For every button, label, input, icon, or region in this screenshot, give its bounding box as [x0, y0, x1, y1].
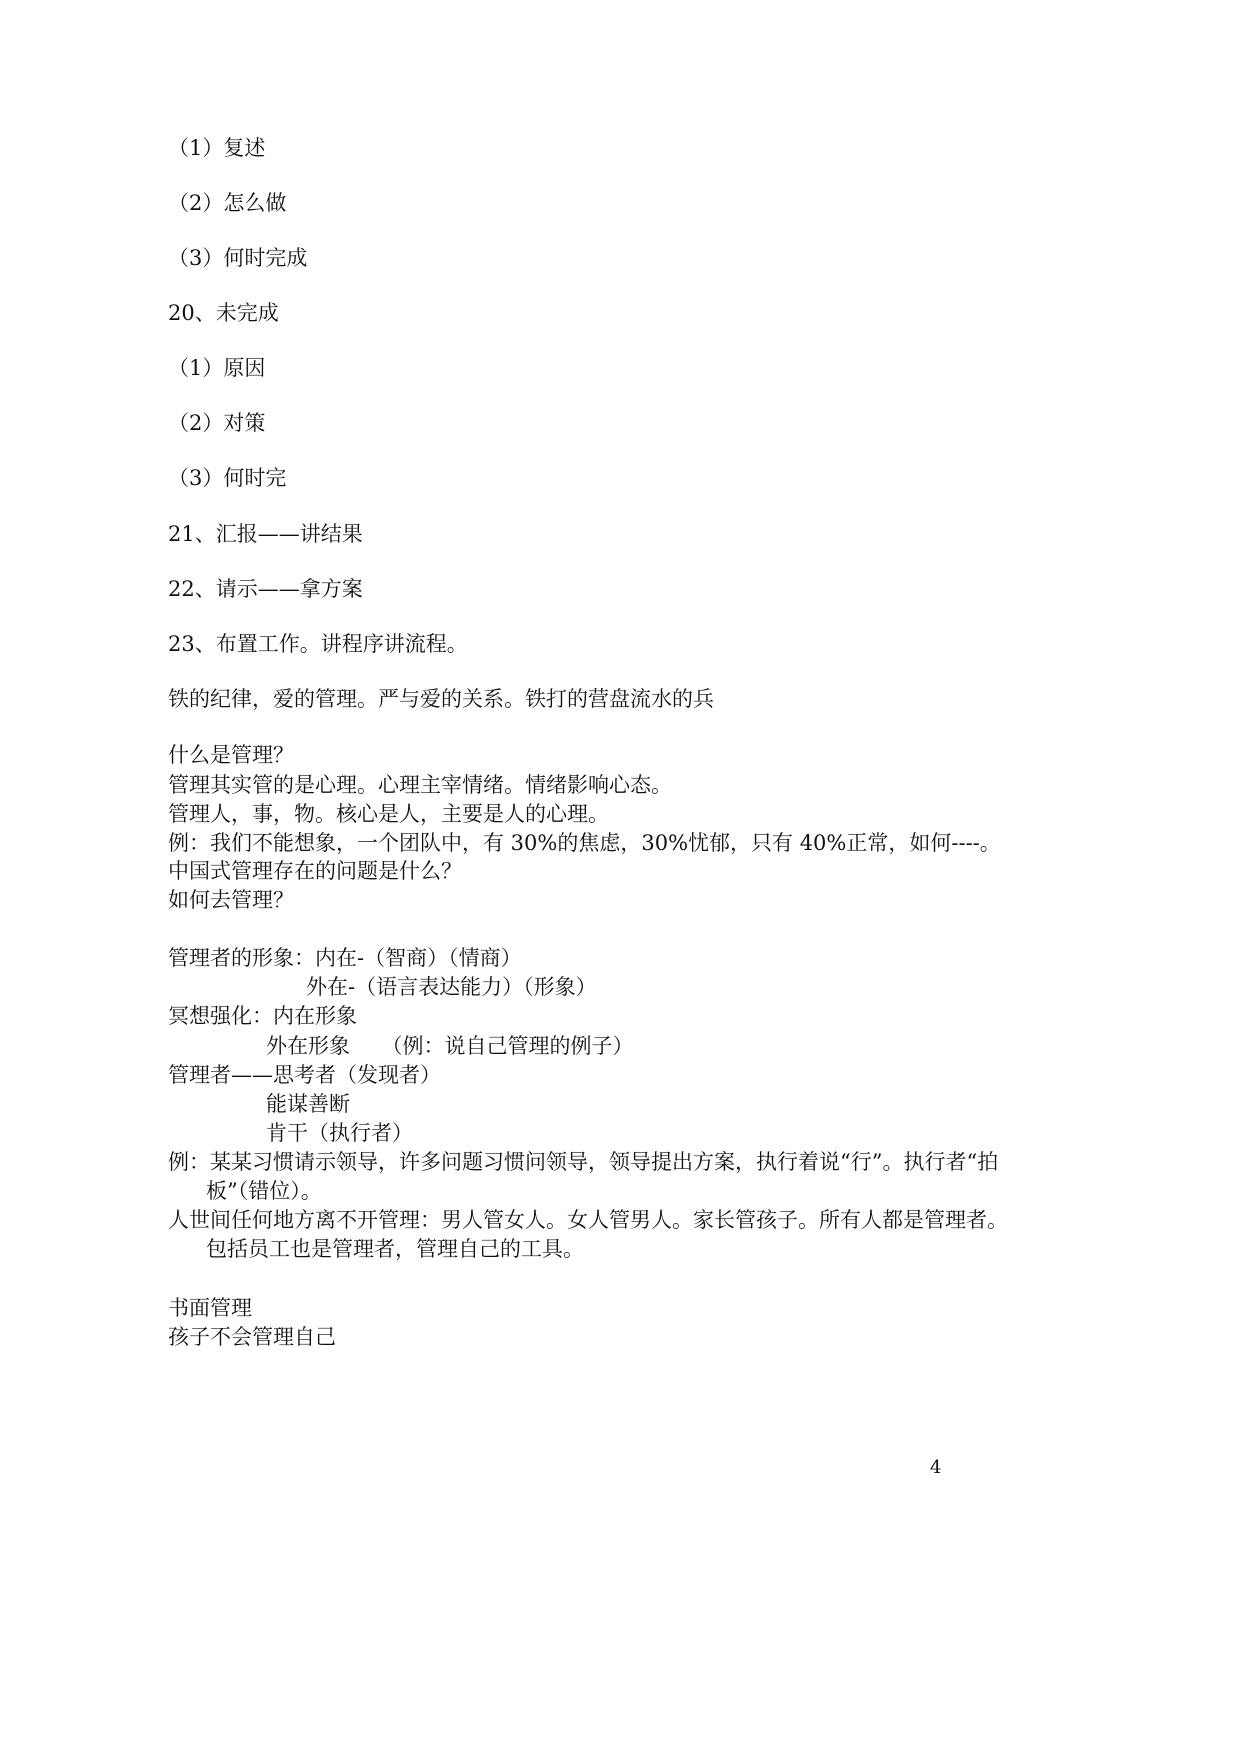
text-line: 20、未完成 — [168, 301, 279, 325]
text-line: （1）复述 — [168, 136, 266, 160]
text-line: 书面管理 — [168, 1296, 252, 1320]
text-line: 例：某某习惯请示领导，许多问题习惯问领导，领导提出方案，执行着说“行”。执行者“拍 — [168, 1150, 999, 1174]
text-line: （3）何时完成 — [168, 246, 308, 270]
text-line: 22、请示——拿方案 — [168, 577, 363, 601]
text-line: （2）对策 — [168, 411, 266, 435]
text-line: 板”（错位）。 — [206, 1179, 322, 1203]
text-line: 21、汇报——讲结果 — [168, 522, 363, 546]
text-line: （1）原因 — [168, 356, 266, 380]
text-line: 铁的纪律，爱的管理。严与爱的关系。铁打的营盘流水的兵 — [168, 687, 714, 711]
text-line: 例：我们不能想象，一个团队中，有 30%的焦虑，30%忧郁，只有 40%正常，如何----。 — [168, 831, 1001, 855]
text-line: 外在形象 （例：说自己管理的例子） — [266, 1034, 634, 1058]
text-line: 23、布置工作。讲程序讲流程。 — [168, 632, 468, 656]
text-line: 管理人，事，物。核心是人，主要是人的心理。 — [168, 802, 609, 826]
text-line: 包括员工也是管理者，管理自己的工具。 — [206, 1237, 584, 1261]
text-line: 外在-（语言表达能力）（形象） — [306, 975, 597, 999]
text-line: 中国式管理存在的问题是什么？ — [168, 859, 462, 883]
text-line: 什么是管理？ — [168, 743, 294, 767]
page-number: 4 — [930, 1457, 942, 1478]
text-line: 人世间任何地方离不开管理：男人管女人。女人管男人。家长管孩子。所有人都是管理者。 — [168, 1208, 1008, 1232]
text-line: 管理者——思考者（发现者） — [168, 1063, 441, 1087]
text-line: 能谋善断 — [266, 1092, 350, 1116]
text-line: 冥想强化：内在形象 — [168, 1004, 357, 1028]
text-line: 如何去管理？ — [168, 888, 294, 912]
text-line: 孩子不会管理自己 — [168, 1325, 336, 1349]
text-line: （3）何时完 — [168, 466, 287, 490]
text-line: （2）怎么做 — [168, 191, 287, 215]
text-line: 管理者的形象：内在-（智商）（情商） — [168, 946, 522, 970]
text-line: 肯干（执行者） — [266, 1121, 413, 1145]
text-line: 管理其实管的是心理。心理主宰情绪。情绪影响心态。 — [168, 773, 672, 797]
